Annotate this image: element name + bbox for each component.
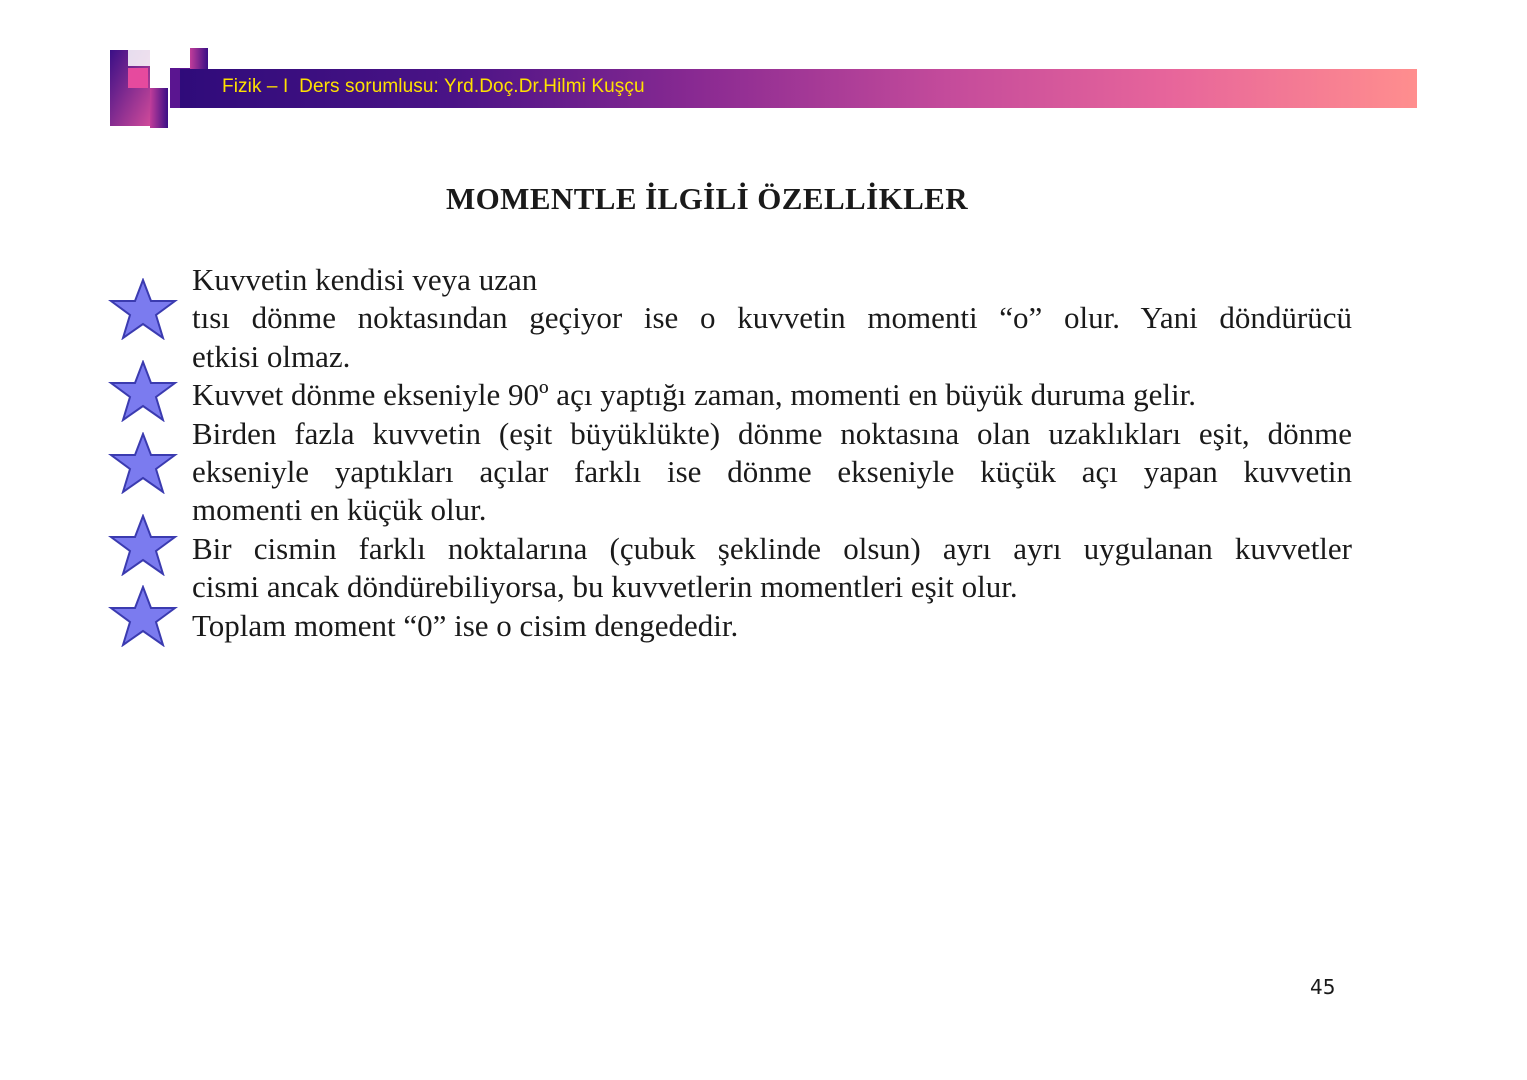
star-icon <box>108 278 178 340</box>
text-line: cismi ancak döndürebiliyorsa, bu kuvvetlerin momentleri eşit olur. <box>192 569 1018 605</box>
text-line: Toplam moment “0” ise o cisim dengededir. <box>192 607 739 643</box>
star-icon <box>108 585 178 647</box>
text-line: ekseniyle yaptıkları açılar farklı ise dönme ekseniyle küçük açı yapan kuvvetin <box>192 454 1352 490</box>
body-text <box>192 261 1352 645</box>
text-line: etkisi olmaz. <box>192 338 351 374</box>
slide-title: MOMENTLE İLGİLİ ÖZELLİKLER <box>446 181 969 216</box>
page-number: 45 <box>1310 975 1336 999</box>
header-text <box>222 76 645 98</box>
text-line: tısı dönme noktasından geçiyor ise o kuvvetin momenti “o” olur. Yani döndürücü <box>192 300 1352 336</box>
text-line: momenti en küçük olur. <box>192 492 487 528</box>
star-icon <box>108 514 178 576</box>
instructor-label: Ders sorumlusu: Yrd.Doç.Dr.Hilmi Kuşçu <box>299 76 645 97</box>
text-line: Bir cismin farklı noktalarına (çubuk şeklinde olsun) ayrı ayrı uygulanan kuvvetler <box>192 530 1352 566</box>
course-label: Fizik – I <box>222 76 289 97</box>
star-icon <box>108 432 178 494</box>
text-line: Birden fazla kuvvetin (eşit büyüklükte) dönme noktasına olan uzaklıkları eşit, dönme <box>192 415 1352 451</box>
star-icon <box>108 360 178 422</box>
text-line: Kuvvet dönme ekseniyle 90º açı yaptığı zaman, momenti en büyük duruma gelir. <box>192 377 1196 413</box>
text-line: Kuvvetin kendisi veya uzan <box>192 262 538 297</box>
